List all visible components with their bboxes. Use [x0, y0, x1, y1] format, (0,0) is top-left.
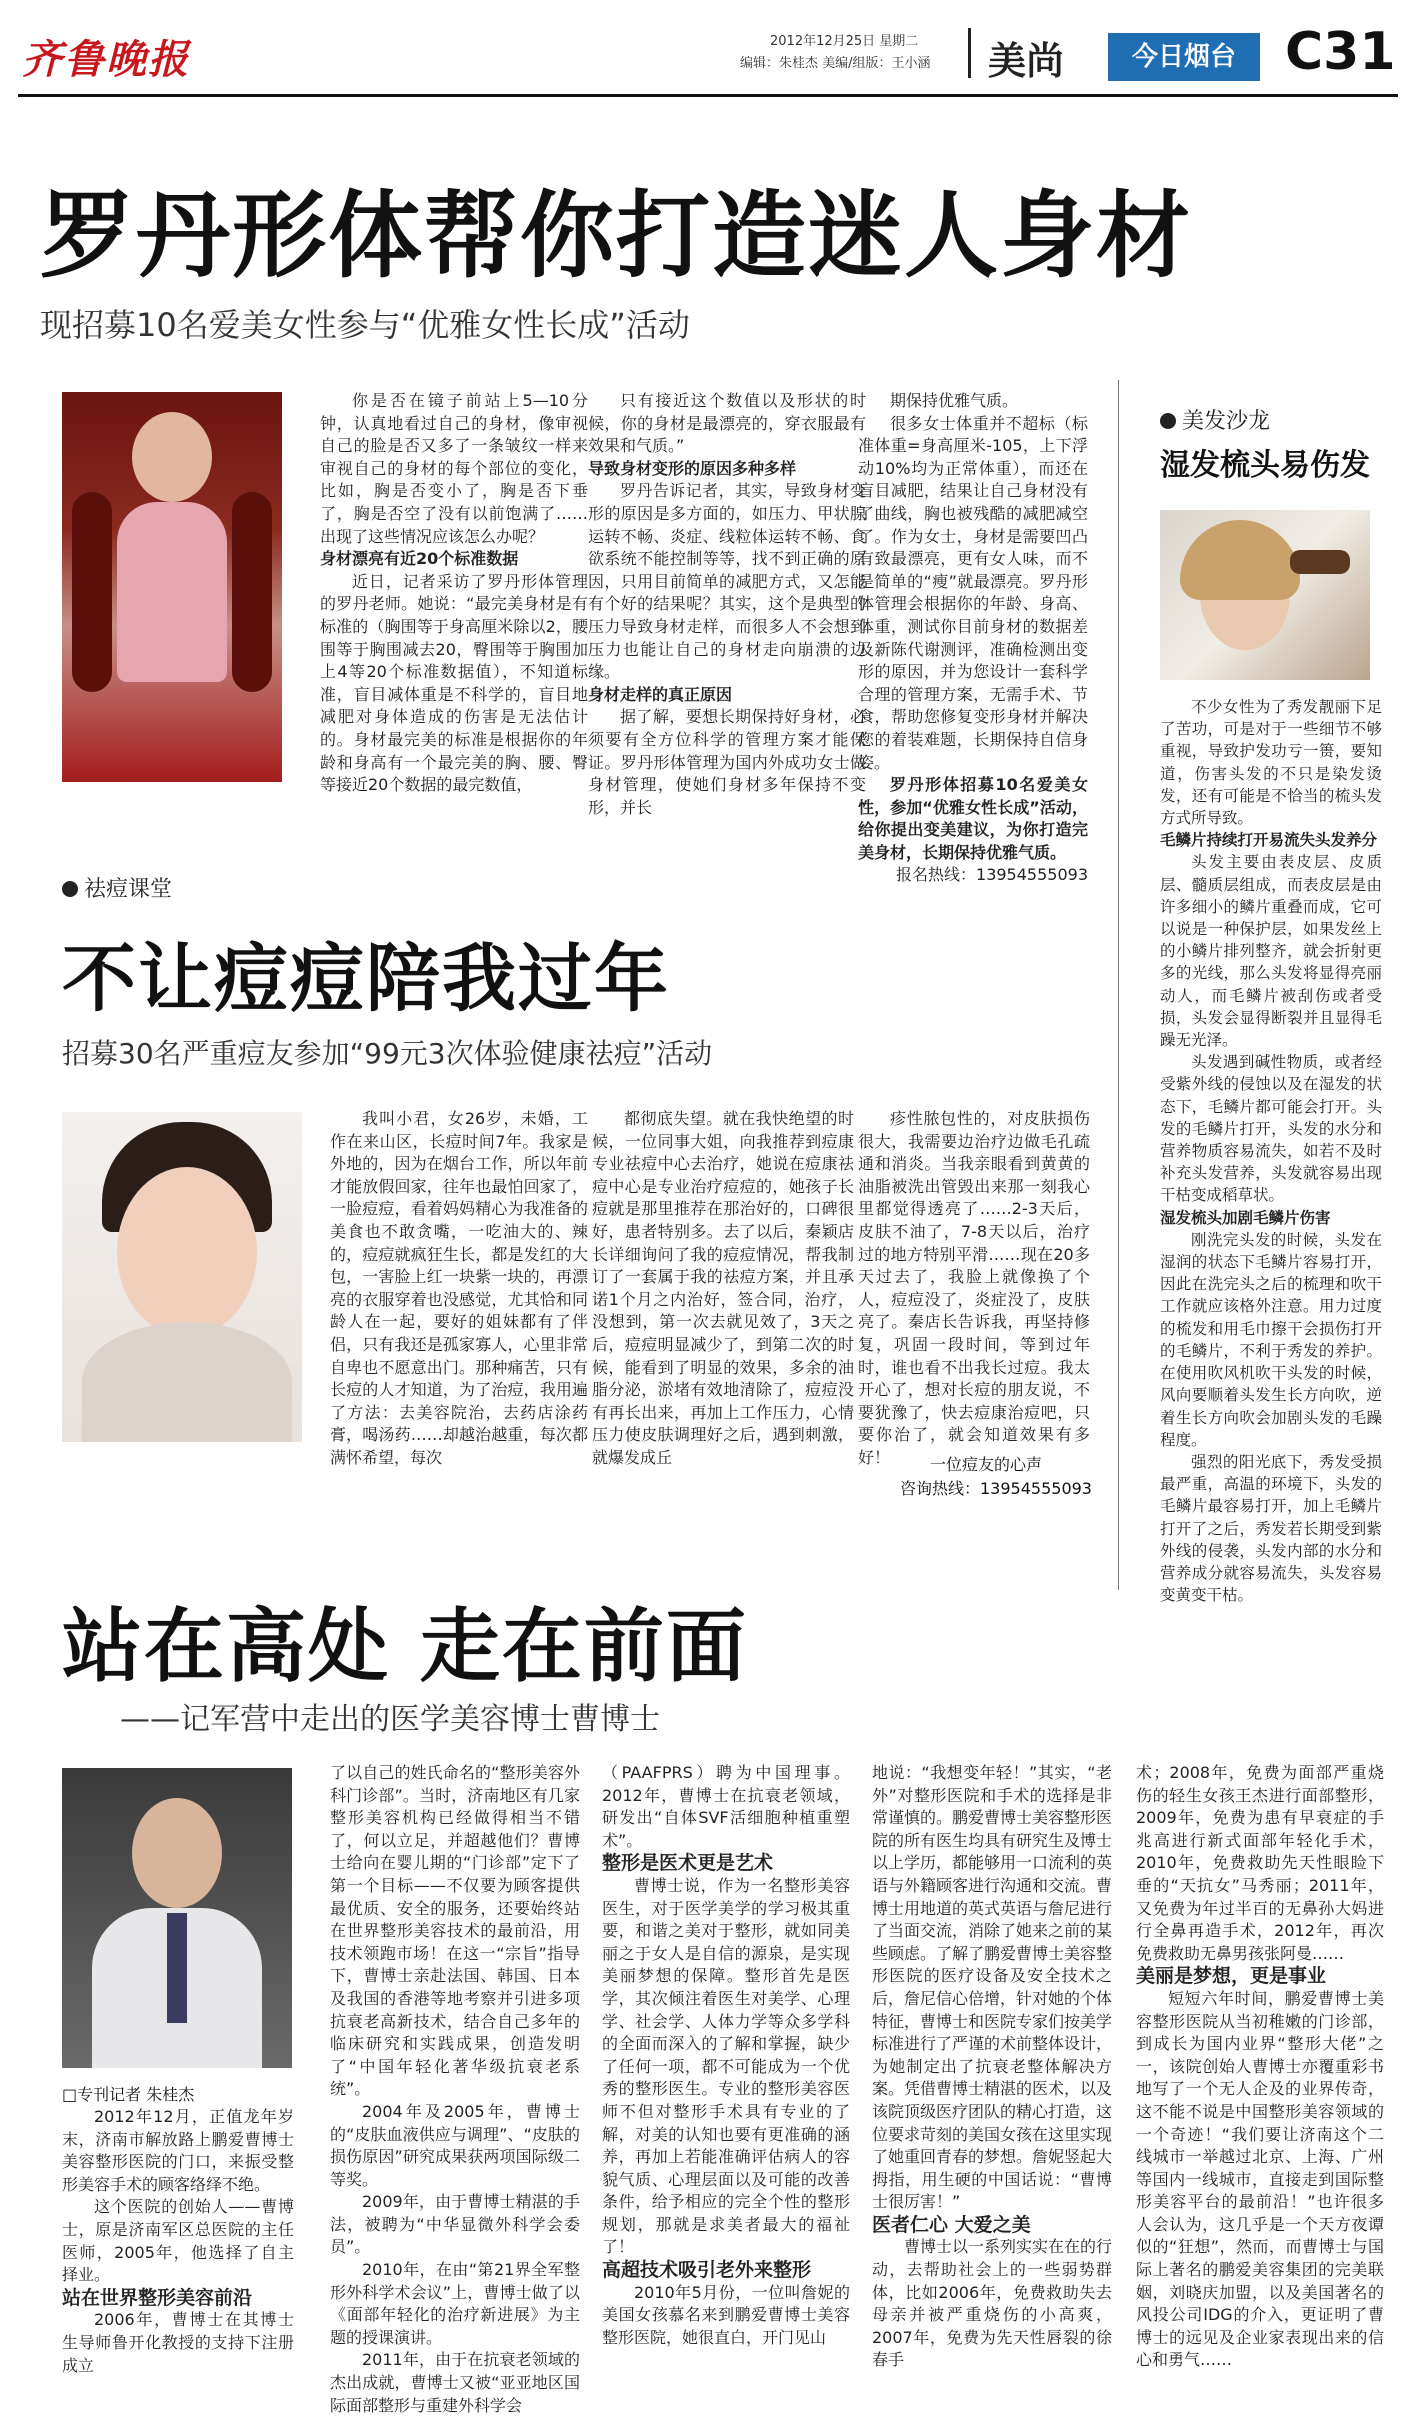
paragraph: 只有接近这个数值以及形状的时候，你的身材是最漂亮的，穿衣服最有效果和气质。” — [588, 391, 866, 456]
paragraph: 近日，记者采访了罗丹形体管理的罗丹老师。她说：“最完美身材是有标准的（胸围等于身高厘米除以2，腰围等于胸围减去20，臀围等于胸围加上4等20个标准数据值），不知道标准，盲目减体重是不科学的，盲目地减肥对身体造成的伤害是无法估计的。身材最完美的标准是根据你的年龄和身高有一个最完美的胸、腰、臀等接近20个数据的最完数值， — [320, 571, 588, 795]
edition-badge: 今日烟台 — [1108, 33, 1260, 81]
paragraph: 了以自己的姓氏命名的“整形美容外科门诊部”。当时，济南地区有几家整形美容机构已经做得相当不错了，何以立足，并超越他们？曹博士给向在婴儿期的“门诊部”定下了第一个目标——不仅要为顾客提供最优质、安全的服务，还要始终站在世界整形美容技术的最前沿，用技术领跑市场！在这一“宗旨”指导下，曹博士亲赴法国、韩国、日本及我国的香港等地考察并引进多项抗衰老高新技术，结合自己多年的临床研究和实践成果，创造发明了“中国年轻化著华级抗衰老系统”。 — [330, 1763, 580, 2099]
inline-heading: 高超技术吸引老外来整形 — [602, 2259, 812, 2282]
hotline-number: 咨询热线：13954555093 — [900, 1479, 1092, 1498]
model-photo — [62, 392, 282, 782]
bullet-icon — [1160, 413, 1176, 429]
paragraph: 期保持优雅气质。 — [890, 391, 1019, 410]
paragraph: 曹博士说，作为一名整形美容医生，对于医学美学的学习极其重要，和谐之美对于整形，就如同美丽之于女人是自信的源泉，是实现美丽梦想的保障。整形首先是医学，其次倾注着医生对美学、心理学、社会学、人体力学等众多学科的全面而深入的了解和掌握，缺少了任何一项，都不可能成为一个优秀的整形医生。专业的整形美容医师不但对整形手术具有专业的了解，对美的认知也要有更准确的涵养，再加上若能准确评估病人的容貌气质、心理层面以及可能的改善条件，给予相应的完全个性的整形规划，那就是求美者最大的福祉了！ — [602, 1875, 850, 2257]
paragraph: 2011年，由于在抗衰老领域的杰出成就，曹博士又被“亚亚地区国际面部整形与重建外科学会 — [330, 2350, 580, 2415]
recruitment-notice: 罗丹形体招募10名爱美女性，参加“优雅女性长成”活动，给你提出变美建议，为你打造完美身材，长期保持优雅气质。 — [858, 775, 1088, 862]
inline-heading: 身材走样的真正原因 — [588, 684, 733, 704]
article3-column-3 — [602, 1762, 850, 2376]
article3-column-4 — [872, 1762, 1112, 2376]
article2-tag — [62, 872, 172, 903]
hair-photo — [1160, 510, 1370, 680]
header-divider — [968, 28, 971, 78]
paragraph: 据了解，要想长期保持好身材，必须要有全方位科学的管理方案才能保证。罗丹形体管理为国内外成功女士做身材管理，使她们身材多年保持不变形，并长 — [588, 707, 866, 817]
header-rule — [18, 94, 1398, 97]
article3-column-5 — [1136, 1762, 1384, 2376]
article2-headline: 不让痘痘陪我过年 — [62, 936, 670, 1022]
editor-credits: 编辑：朱桂杰 美编/组版：王小涵 — [740, 56, 931, 71]
paragraph: 术；2008年，免费为面部严重烧伤的轻生女孩王杰进行面部整形，2009年，免费为患有早衰症的手兆高进行新式面部年轻化手术，2010年，免费救助先天性眼睑下垂的“天抗女”马秀丽；2011年，又免费为年过半百的无鼻孙大妈进行全鼻再造手术，2012年，再次免费救助无鼻男孩张阿曼…… — [1136, 1763, 1384, 1963]
bullet-icon — [62, 881, 78, 897]
article1-column-3 — [858, 390, 1088, 885]
paragraph: 疹性脓包性的，对皮肤损伤很大，我需要边治疗边做毛孔疏通和消炎。当我亲眼看到黄黄的油脂被洗出管毁出来那一刻我心里都觉得透亮了……2-3天后，皮肤不油了，7-8天以后，治疗过的地方特别平滑……现在20多天过去了，我脸上就像换了个人，痘痘没了，炎症没了，皮肤亮了。秦店长告诉我，再坚持修复，巩固一段时间，等到过年时，谁也看不出我长过痘。我太开心了，想对长痘的朋友说，不要犹豫了，快去痘康治痘吧，只要你治了，就会知道效果有多好！ — [858, 1109, 1090, 1467]
paragraph: 曹博士以一系列实实在在的行动，去帮助社会上的一些弱势群体，比如2006年，免费救助失去母亲并被严重烧伤的小高爽，2007年，免费为先天性唇裂的徐春手 — [872, 2237, 1113, 2370]
paragraph: 罗丹告诉记者，其实，导致身材变形的原因是多方面的，如压力、甲状腺运转不畅、炎症、线粒体运转不畅、食欲系统不能控制等等，找不到正确的原因，只用目前简单的减肥方式，又怎能有个好的结果呢？其实，这个是典型的压力导致身材走样，而很多人不会想到压力也能让自己的身材走向崩溃的边缘。 — [588, 481, 866, 682]
sidebar-headline: 湿发梳头易伤发 — [1160, 448, 1370, 483]
article2-tag-label: 祛痘课堂 — [84, 877, 173, 902]
paragraph: 2004年及2005年，曹博士的“皮肤血液供应与调理”、“皮肤的损伤原因”研究成果获两项国际级二等奖。 — [330, 2101, 580, 2189]
reporter-credit: □专刊记者 朱桂杰 — [62, 2085, 195, 2104]
page-number: C31 — [1285, 22, 1396, 82]
acne-photo — [62, 1112, 302, 1442]
article1-column-2 — [588, 390, 866, 817]
newspaper-logo: 齐鲁晚报 — [22, 36, 190, 83]
sidebar-tag — [1160, 404, 1270, 435]
paragraph: （PAAFPRS）聘为中国理事。2012年，曹博士在抗衰老领域，研发出“自体SVF活细胞种植重塑术”。 — [602, 1763, 850, 1850]
paragraph: 很多女士体重并不超标（标准体重=身高厘米-105，上下浮动10%均为正常体重），而还在盲目减肥，结果让自己身材没有了曲线，胸也被残酷的减肥减空了。作为女士，身材是需要凹凸有致最漂亮，更有女人味，而不是简单的“瘦”就最漂亮。罗丹形体管理会根据你的年龄、身高、体重，测试你目前身材的数据差及新陈代谢测评，准确检测出变形的原因，并为您设计一套科学合理的管理方案，无需手术、节食，帮助您修复变形身材并解决您的着装难题，长期保持自信身姿。 — [858, 413, 1088, 772]
paragraph: 强烈的阳光底下，秀发受损最严重，高温的环境下，头发的毛鳞片最容易打开，加上毛鳞片打开了之后，秀发若长期受到紫外线的侵袭，头发内部的水分和营养成分就容易流失，头发容易变黄变干枯。 — [1160, 1452, 1382, 1605]
article1-subtitle: 现招募10名爱美女性参与“优雅女性长成”活动 — [40, 306, 690, 344]
sidebar-body — [1160, 696, 1382, 1605]
paragraph: 地说：“我想变年轻！”其实，“老外”对整形医院和手术的选择是非常谨慎的。鹏爱曹博士美容整形医院的所有医生均具有研究生及博士以上学历，都能够用一口流利的英语与外籍顾客进行沟通和交流。曹博士用地道的英式英语与詹尼进行了当面交流，消除了她来之前的某些顾虑。了解了鹏爱曹博士美容整形医院的医疗设备及安全技术之后，詹尼信心倍增，针对她的个体特征，曹博士和医院专家们按美学标准进行了严谨的术前整体设计，为她制定出了抗衰老整体解决方案。凭借曹博士精湛的医术，以及该院顶级医疗团队的精心打造，这位要求苛刻的美国女孩在这里实现了她重回青春的梦想。詹妮竖起大拇指，用生硬的中国话说：“曹博士很厉害！” — [872, 1763, 1113, 2212]
paragraph: 我叫小君，女26岁，未婚，工作在来山区，长痘时间7年。我家是外地的，因为在烟台工作，所以年前才能放假回家，往年也最怕回家了，一脸痘痘，看着妈妈精心为我准备的美食也不敢贪嘴，一吃油大的、辣的，痘痘就疯狂生长，都是发红的大包，一害脸上红一块紫一块的，再漂亮的衣服穿着也没感觉，尤其恰和同龄人在一起，要好的姐妹都有了伴侣，只有我还是孤家寡人，心里非常自卑也不愿意出门。那种痛苦，只有长痘的人才知道，为了治痘，我用遍了方法：去美容院治，去药店涂药膏，喝汤药……却越治越重，每次都满怀希望，每次 — [330, 1109, 588, 1467]
article3-headline: 站在高处 走在前面 — [62, 1600, 748, 1693]
article3-column-1 — [62, 2106, 294, 2376]
paragraph: 刚洗完头发的时候，头发在湿润的状态下毛鳞片容易打开，因此在洗完头之后的梳理和吹干工作就应该格外注意。用力过度的梳发和用毛巾擦干会损伤打开的毛鳞片，不利于秀发的养护。在使用吹风机吹干头发的时候，风向要顺着头发生长方向吹，逆着生长方向吹会加剧头发的毛躁程度。 — [1160, 1230, 1382, 1449]
article3-subtitle: ——记军营中走出的医学美容博士曹博士 — [120, 1702, 660, 1737]
article2-column-1 — [330, 1108, 588, 1508]
paragraph: 不少女性为了秀发靓丽下足了苦功，可是对于一些细节不够重视，导致护发功亏一篑，要知道，伤害头发的不只是染发烫发，还有可能是不恰当的梳头发方式所导致。 — [1160, 698, 1382, 828]
paragraph: 2012年12月，正值龙年岁末，济南市解放路上鹏爱曹博士美容整形医院的门口，来振受整形美容手术的顾客络绎不绝。 — [62, 2107, 294, 2194]
article1-headline: 罗丹形体帮你打造迷人身材 — [40, 182, 1193, 291]
issue-date: 2012年12月25日 星期二 — [770, 34, 919, 49]
paragraph: 头发主要由表皮层、皮质层、髓质层组成，而表皮层是由许多细小的鳞片重叠而成，它可以说是一种保护层，如果发丝上的小鳞片排列整齐，就会折射更多的光线，那么头发将显得亮丽动人，而毛鳞片被刮伤或者受损，头发会显得断裂并且显得毛躁无光泽。 — [1160, 853, 1382, 1050]
paragraph: 这个医院的创始人——曹博士，原是济南军区总医院的主任医师，2005年，他选择了自主择业。 — [62, 2197, 294, 2285]
inline-heading: 导致身材变形的原因多种多样 — [588, 458, 797, 478]
inline-heading: 身材漂亮有近20个标准数据 — [320, 549, 519, 569]
paragraph: 2009年，由于曹博士精湛的手法，被聘为“中华显微外科学会委员”。 — [330, 2192, 580, 2257]
paragraph: 2010年5月份，一位叫詹妮的美国女孩慕名来到鹏爱曹博士美容整形医院，她很直白，开门见山 — [602, 2282, 850, 2347]
paragraph: 都彻底失望。就在我快绝望的时候，一位同事大姐，向我推荐到痘康专业祛痘中心去治疗，她说在痘康祛痘中心是专业治疗痘痘的，她孩子长痘就是那里推荐在那治好的，口碑很好，患者特别多。去了以后，秦颖店长详细询问了我的痘痘情况，帮我制订了一套属于我的祛痘方案，并且承诺1个月之内治好，签合同，治疗，没想到，第一次去就见效了，3天之后，痘痘明显减少了，到第二次的时候，能看到了明显的效果，多余的油脂分泌，淤堵有效地清除了，痘痘没有再长出来，再加上工作压力，心情压力使皮肤调理好之后，遇到刺激，就爆发成丘 — [592, 1109, 854, 1467]
inline-heading: 医者仁心 大爱之美 — [872, 2213, 1031, 2236]
paragraph: 2010年，在由“第21界全军整形外科学术会议”上，曹博士做了以《面部年轻化的治疗新进展》为主题的授课演讲。 — [330, 2260, 580, 2347]
hotline-number: 报名热线：13954555093 — [896, 865, 1088, 885]
inline-heading: 美丽是梦想，更是事业 — [1136, 1965, 1327, 1988]
article2-subtitle: 招募30名严重痘友参加“99元3次体验健康祛痘”活动 — [62, 1037, 713, 1070]
paragraph: 短短六年时间，鹏爱曹博士美容整形医院从当初稚嫩的门诊部，到成长为国内业界“整形大佬”之一，该院创始人曹博士亦覆重彩书地写了一个无人企及的业界传奇，这不能不说是中国整形美容领域的一个奇迹！“我们要让济南这个二线城市一举越过北京、上海、广州等国内一线城市，直接走到国际整形美容平台的最前沿！”也许很多人会认为，这几乎是一个天方夜谭似的“狂想”，然而，而曹博士与国际上著名的鹏爱美容集团的完美联姻，刘晓庆加盟，以及美国著名的风投公司IDG的介入，更证明了曹博士的远见及企业家表现出来的信心和勇气…… — [1136, 1988, 1384, 2370]
paragraph: 头发遇到碱性物质，或者经受紫外线的侵蚀以及在湿发的状态下，毛鳞片都可能会打开。头发的毛鳞片打开，头发的水分和营养物质容易流失，如若不及时补充头发营养，头发就容易出现干枯变成稻草状。 — [1160, 1053, 1382, 1205]
letter-signature: 一位痘友的心声 — [930, 1455, 1043, 1474]
sidebar-tag-label: 美发沙龙 — [1182, 409, 1271, 434]
inline-heading: 整形是医术更是艺术 — [602, 1852, 774, 1875]
paragraph: 你是否在镜子前站上5—10分钟，认真地看过自己的身材，像审视自己的脸是否又多了一条皱纹一样来审视自己的身材的每个部位的变化，比如，胸是否变小了，胸是否下垂了，胸是否空了没有以前饱满了……出现了这些情况应该怎么办呢？ — [320, 391, 588, 546]
section-name: 美尚 — [988, 39, 1065, 83]
inline-heading: 站在世界整形美容前沿 — [62, 2286, 253, 2309]
article1-column-1 — [320, 390, 588, 810]
article3-column-2 — [330, 1762, 580, 2415]
inline-heading: 毛鳞片持续打开易流失头发养分 — [1160, 831, 1378, 850]
doctor-photo — [62, 1768, 292, 2068]
inline-heading: 湿发梳头加剧毛鳞片伤害 — [1160, 1208, 1331, 1227]
sidebar-divider — [1118, 380, 1119, 1590]
article2-column-2 — [592, 1108, 854, 1508]
paragraph: 2006年，曹博士在其博士生导师鲁开化教授的支持下注册成立 — [62, 2310, 294, 2375]
